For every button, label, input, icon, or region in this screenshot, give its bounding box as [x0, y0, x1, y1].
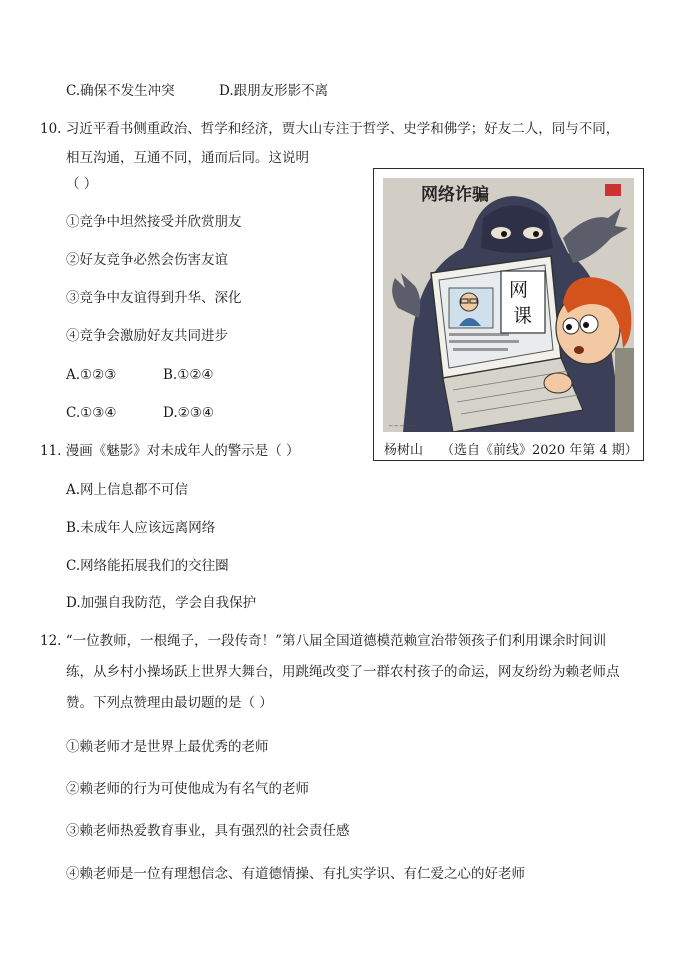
- q10-item-2: ②好友竞争必然会伤害友谊: [66, 252, 228, 268]
- q10-item-4: ④竞争会激励好友共同进步: [66, 328, 228, 344]
- q10-item-1: ①竞争中坦然接受并欣赏朋友: [66, 214, 242, 230]
- q11-option-d: D.加强自我防范，学会自我保护: [66, 595, 257, 611]
- q10-option-c: C.①③④: [66, 405, 117, 421]
- q10-option-a: A.①②③: [66, 367, 117, 383]
- q11-option-a: A.网上信息都不可信: [66, 482, 189, 498]
- q10-option-d: D.②③④: [163, 405, 214, 421]
- q11-option-c: C.网络能拓展我们的交往圈: [66, 558, 229, 574]
- q10-item-3: ③竞争中友谊得到升华、深化: [66, 290, 242, 306]
- q11-stem: 11. 漫画《魅影》对未成年人的警示是（ ）: [40, 443, 300, 459]
- svg-text:─ ─ ─ ─ ─: ─ ─ ─ ─ ─: [389, 423, 415, 430]
- cartoon-screen-text-1: 网: [509, 279, 529, 301]
- q12-stem-line1: 12. “一位教师，一根绳子，一段传奇！”第八届全国道德模范赖宣治带领孩子们利用课余时间训: [40, 633, 607, 649]
- q12-item-1: ①赖老师才是世界上最优秀的老师: [66, 739, 269, 755]
- cartoon-source: （选自《前线》2020 年第 4 期）: [441, 443, 638, 458]
- cartoon-figure: [373, 168, 644, 461]
- q11-option-b: B.未成年人应该远离网络: [66, 520, 216, 536]
- cartoon-author: 杨树山: [384, 443, 424, 458]
- q12-item-2: ②赖老师的行为可使他成为有名气的老师: [66, 781, 309, 797]
- q10-stem-line2: 相互沟通，互通不同，通而后同。这说明: [66, 150, 309, 166]
- q9-option-c: C.确保不发生冲突: [66, 83, 175, 99]
- cartoon-screen-text-2: 课: [513, 305, 533, 327]
- cartoon-image: [383, 178, 634, 432]
- q10-answer-blank: （ ）: [66, 176, 98, 192]
- q12-stem-line2: 练，从乡村小操场跃上世界大舞台，用跳绳改变了一群农村孩子的命运，网友纷纷为赖老师点: [66, 664, 620, 680]
- q12-item-3: ③赖老师热爱教育事业，具有强烈的社会责任感: [66, 823, 350, 839]
- cartoon-title: 网络诈骗: [421, 185, 489, 205]
- q10-stem-line1: 10. 习近平看书侧重政治、哲学和经济，贾大山专注于哲学、史学和佛学；好友二人，同与不同，: [40, 121, 620, 137]
- q10-option-b: B.①②④: [163, 367, 214, 383]
- q12-item-4: ④赖老师是一位有理想信念、有道德情操、有扎实学识、有仁爱之心的好老师: [66, 866, 525, 882]
- q12-stem-line3: 赞。下列点赞理由最切题的是（ ）: [66, 695, 273, 711]
- cartoon-caption: [384, 439, 644, 459]
- q9-option-d: D.跟朋友形影不离: [219, 83, 329, 99]
